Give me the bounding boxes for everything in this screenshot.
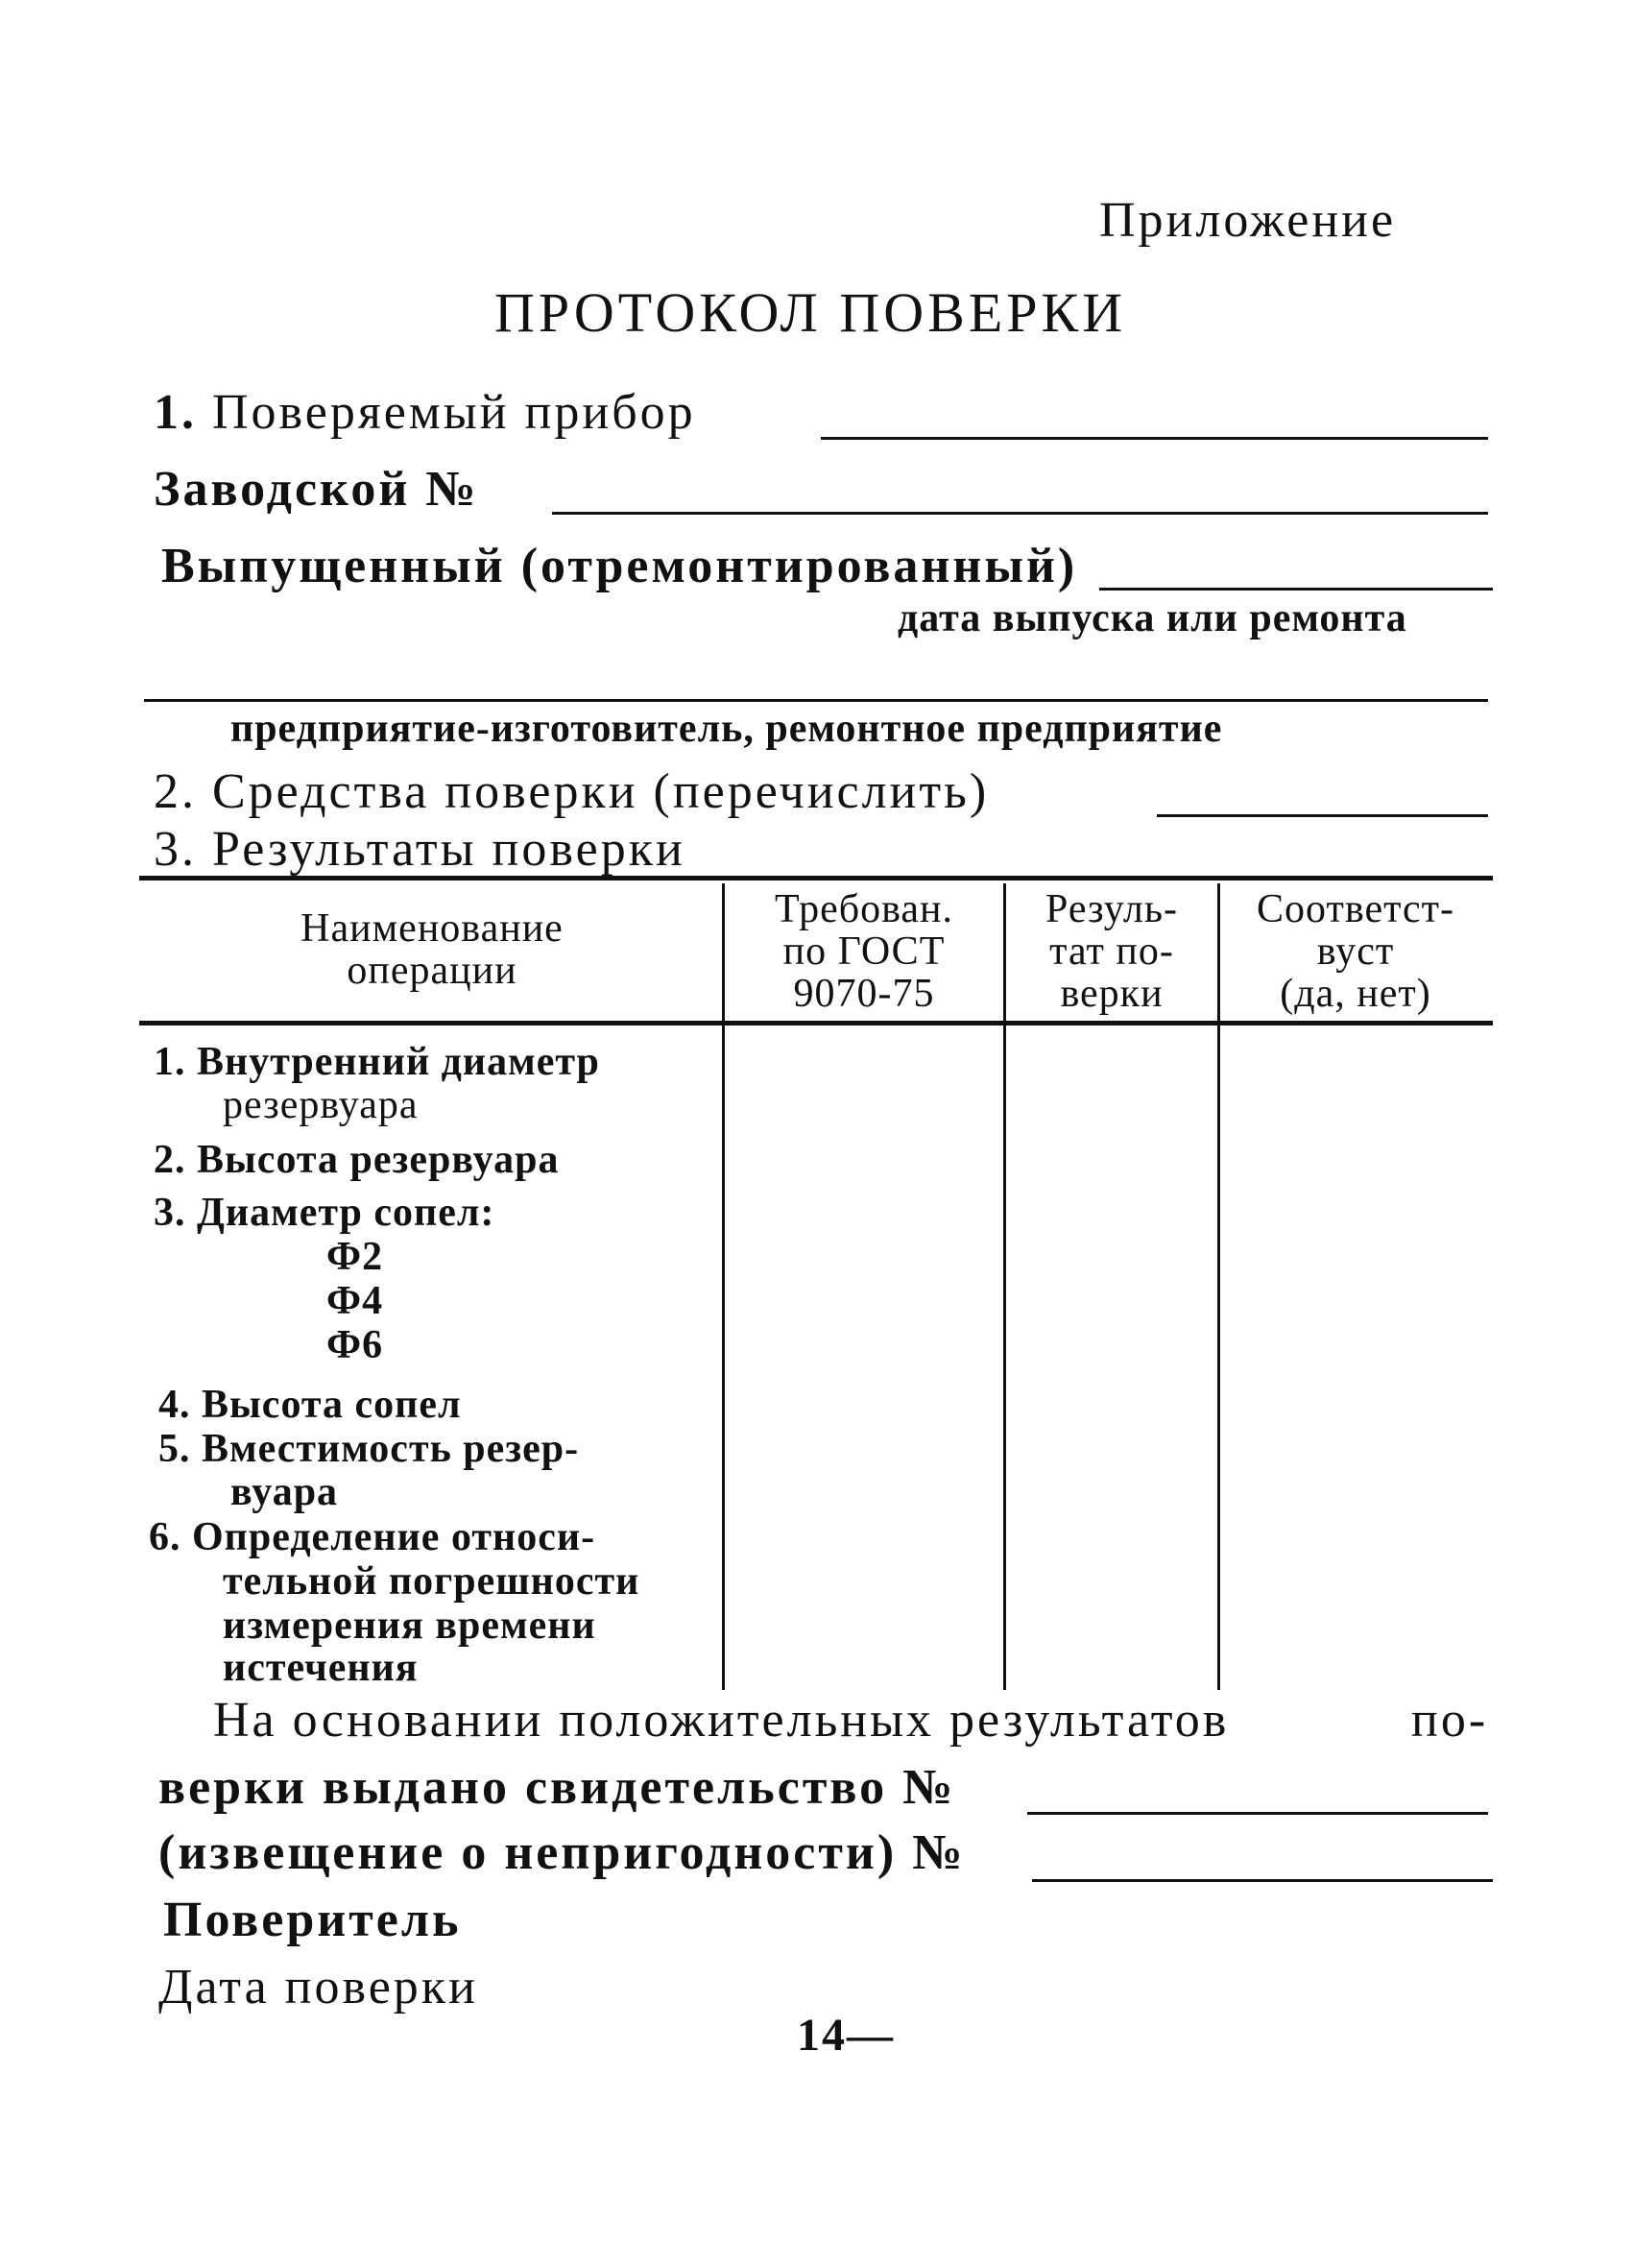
enterprise-caption: предприятие-изготовитель, ремонтное предприятие <box>230 707 1223 751</box>
table-row: измерения времени <box>223 1604 596 1648</box>
device-label: Поверяемый прибор <box>212 385 696 440</box>
table-row: Ф6 <box>326 1323 384 1367</box>
means-label: 2. Средства поверки (перечислить) <box>154 764 990 819</box>
page-number: 14— <box>797 2010 895 2061</box>
table-row: резервуара <box>223 1083 419 1127</box>
table-row: Ф2 <box>326 1235 384 1279</box>
table-header-conformity: Соответст- вуст (да, нет) <box>1257 887 1454 1016</box>
table-top-rule <box>139 876 1493 881</box>
table-row: Ф4 <box>326 1279 384 1323</box>
release-date-caption: дата выпуска или ремонта <box>898 596 1407 640</box>
verifier-label: Поверитель <box>163 1893 462 1947</box>
table-header-requirement: Требован. по ГОСТ 9070-75 <box>775 887 953 1016</box>
device-label-num: 1. <box>154 385 197 440</box>
table-row: 6. Определение относи- <box>149 1515 596 1559</box>
table-row: 1. Внутренний диаметр <box>154 1040 600 1084</box>
certificate-number-input-line[interactable] <box>1027 1812 1488 1815</box>
table-row: 2. Высота резервуара <box>154 1138 560 1182</box>
table-row: вуара <box>230 1470 339 1514</box>
conclusion-line1: На основании положительных результатов <box>213 1693 1230 1748</box>
notice-number-input-line[interactable] <box>1032 1879 1493 1882</box>
page-title: ПРОТОКОЛ ПОВЕРКИ <box>494 281 1127 344</box>
table-column-divider <box>1217 883 1220 1690</box>
table-header-result: Резуль- тат по- верки <box>1045 887 1178 1016</box>
conclusion-line1-hyphen: по- <box>1411 1693 1489 1748</box>
serial-label: Заводской № <box>154 462 479 517</box>
device-label-row <box>154 384 696 441</box>
release-date-input-line[interactable] <box>1099 588 1493 591</box>
means-input-line[interactable] <box>1157 814 1488 817</box>
table-row: 5. Вместимость резер- <box>158 1427 580 1471</box>
unfitness-notice-label: (извещение о непригодности) № <box>158 1825 966 1880</box>
table-header-operation: Наименование операции <box>300 906 564 993</box>
released-label: Выпущенный (отремонтированный) <box>161 539 1078 593</box>
appendix-label: Приложение <box>1099 193 1397 248</box>
table-row: истечения <box>223 1646 419 1690</box>
table-header-rule <box>139 1021 1493 1025</box>
certificate-label: верки выдано свидетельство № <box>158 1760 956 1815</box>
table-row: 3. Диаметр сопел: <box>154 1191 495 1235</box>
table-row: тельной погрешности <box>223 1559 640 1604</box>
serial-input-line[interactable] <box>552 512 1488 515</box>
enterprise-input-line[interactable] <box>144 699 1488 702</box>
verification-date-label: Дата поверки <box>158 1960 478 2015</box>
results-label: 3. Результаты поверки <box>154 822 685 877</box>
device-input-line[interactable] <box>821 437 1488 440</box>
table-row: 4. Высота сопел <box>158 1383 462 1427</box>
